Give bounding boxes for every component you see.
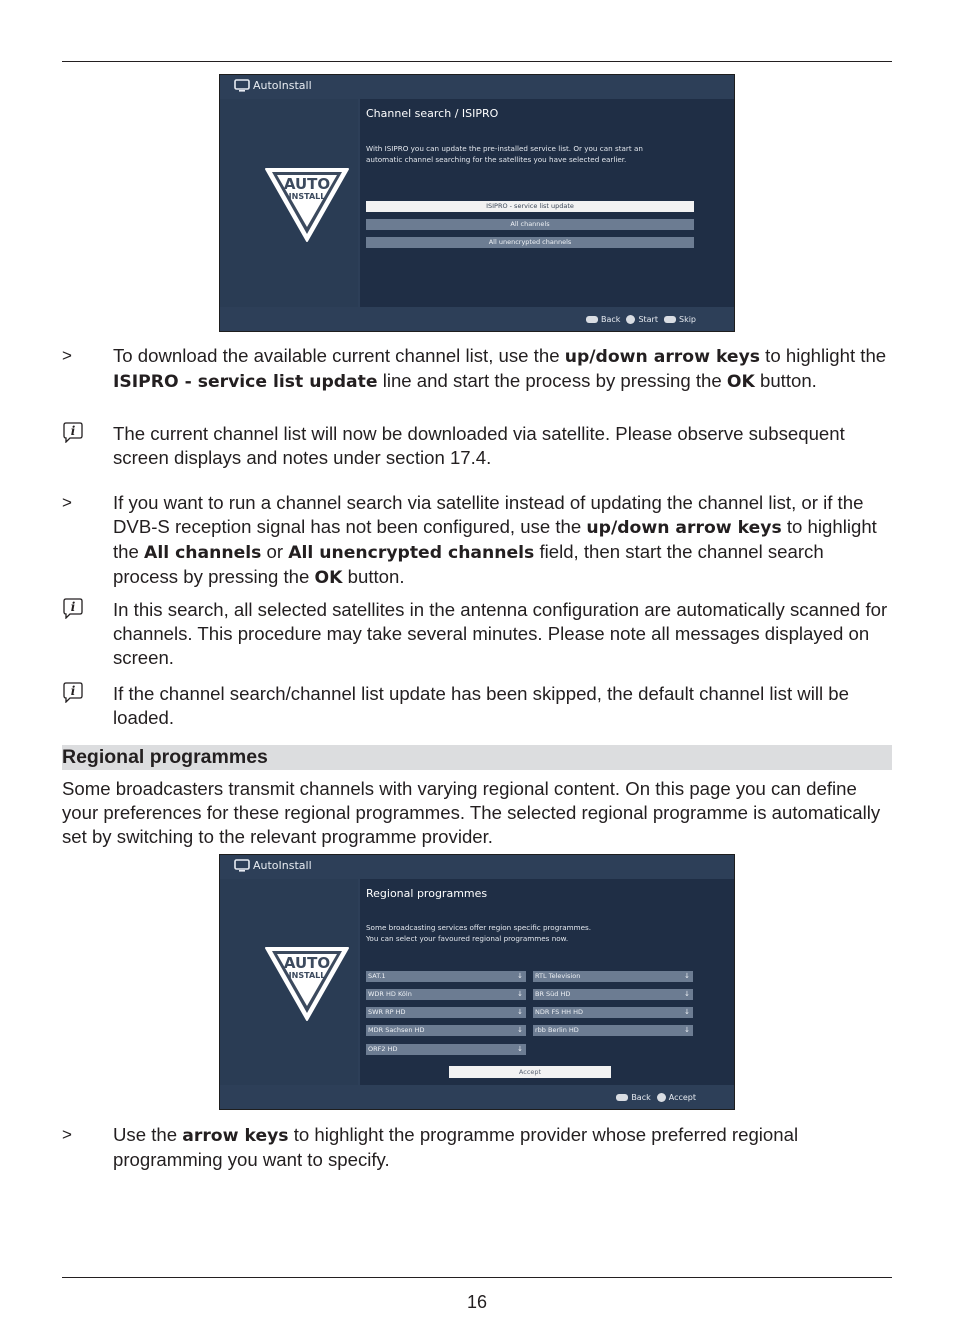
menu-option-all-channels[interactable]: All channels xyxy=(366,219,694,230)
screen-description: Some broadcasting services offer region specific programmes. You can select your favoured regional programmes now. xyxy=(366,923,592,943)
header-rule xyxy=(62,61,892,62)
tv-icon xyxy=(234,79,250,92)
tv-icon xyxy=(234,859,250,872)
screen-title: Channel search / ISIPRO xyxy=(366,107,499,120)
region-select-sat1[interactable]: SAT.1 ↓ xyxy=(366,971,526,982)
dropdown-arrow-icon: ↓ xyxy=(517,1008,523,1016)
auto-install-logo xyxy=(264,167,350,243)
ok-key-icon xyxy=(626,315,635,324)
info-key-icon xyxy=(664,316,676,323)
note-search: In this search, all selected satellites in the antenna configuration are automatically scanned for channels. This procedure may take several minutes. Please note all messages displayed on screen. xyxy=(113,599,888,668)
step-marker: > xyxy=(62,346,72,365)
menu-option-all-unencrypted[interactable]: All unencrypted channels xyxy=(366,237,694,248)
back-hint: Back xyxy=(586,315,620,324)
svg-text:INSTALL: INSTALL xyxy=(288,971,326,980)
region-select-mdr[interactable]: MDR Sachsen HD ↓ xyxy=(366,1025,526,1036)
dropdown-arrow-icon: ↓ xyxy=(517,972,523,980)
back-key-icon xyxy=(616,1094,628,1101)
region-select-wdr[interactable]: WDR HD Köln ↓ xyxy=(366,989,526,1000)
info-icon xyxy=(62,681,84,703)
start-hint: Start xyxy=(626,315,658,324)
accept-button[interactable]: Accept xyxy=(449,1066,611,1078)
step-marker: > xyxy=(62,1125,72,1144)
info-icon xyxy=(62,597,84,619)
menu-option-isipro-update[interactable]: ISIPRO - service list update xyxy=(366,201,694,212)
dropdown-arrow-icon: ↓ xyxy=(684,1008,690,1016)
step-marker: > xyxy=(62,493,72,512)
screen-description: With ISIPRO you can update the pre-installed service list. Or you can start an automatic channel searching for the satellites you have selected earlier. xyxy=(366,144,643,164)
svg-text:AUTO: AUTO xyxy=(283,954,331,972)
dropdown-arrow-icon: ↓ xyxy=(684,990,690,998)
ok-key-icon xyxy=(657,1093,666,1102)
region-select-rtl[interactable]: RTL Television ↓ xyxy=(533,971,693,982)
svg-text:i: i xyxy=(70,600,76,614)
region-select-swr[interactable]: SWR RP HD ↓ xyxy=(366,1007,526,1018)
screenshot-channel-search xyxy=(219,74,735,332)
tv-footer xyxy=(586,315,696,324)
footer-rule xyxy=(62,1277,892,1278)
svg-text:i: i xyxy=(70,424,76,438)
instruction-arrow-keys: Use the arrow keys to highlight the programme provider whose preferred regional programming you want to specify. xyxy=(113,1124,799,1170)
app-title: AutoInstall xyxy=(253,79,312,92)
note-download: The current channel list will now be downloaded via satellite. Please observe subsequent screen displays and notes under section 17.4. xyxy=(113,423,845,468)
auto-install-logo xyxy=(264,946,350,1022)
region-select-rbb[interactable]: rbb Berlin HD ↓ xyxy=(533,1025,693,1036)
note-skipped: If the channel search/channel list update has been skipped, the default channel list will be loaded. xyxy=(113,683,849,728)
back-hint: Back xyxy=(616,1093,650,1102)
page-number: 16 xyxy=(466,1292,488,1312)
section-heading: Regional programmes xyxy=(62,746,268,768)
region-select-br[interactable]: BR Süd HD ↓ xyxy=(533,989,693,1000)
dropdown-arrow-icon: ↓ xyxy=(517,990,523,998)
skip-hint: Skip xyxy=(664,315,696,324)
instruction-channel-search: If you want to run a channel search via satellite instead of updating the channel list, or if the DVB-S reception signal has not been configured, use the up/down arrow keys to highlight the All channels or All unencrypted channels field, then start the channel search process by pressing the OK button. xyxy=(113,492,877,588)
region-select-orf2[interactable]: ORF2 HD ↓ xyxy=(366,1044,526,1055)
svg-text:AUTO: AUTO xyxy=(283,175,331,193)
dropdown-arrow-icon: ↓ xyxy=(517,1026,523,1034)
dropdown-arrow-icon: ↓ xyxy=(684,972,690,980)
screenshot-regional-programmes xyxy=(219,854,735,1110)
region-select-ndr[interactable]: NDR FS HH HD ↓ xyxy=(533,1007,693,1018)
dropdown-arrow-icon: ↓ xyxy=(684,1026,690,1034)
section-body: Some broadcasters transmit channels with varying regional content. On this page you can define your preferences for these regional programmes. The selected regional programme is automatically set by switching to the relevant programme provider. xyxy=(62,778,881,847)
tv-footer xyxy=(616,1093,696,1102)
accept-hint: Accept xyxy=(657,1093,696,1102)
screen-title: Regional programmes xyxy=(366,887,488,900)
dropdown-arrow-icon: ↓ xyxy=(517,1045,523,1053)
app-title: AutoInstall xyxy=(253,859,312,872)
back-key-icon xyxy=(586,316,598,323)
svg-text:i: i xyxy=(70,684,76,698)
instruction-download: To download the available current channel list, use the up/down arrow keys to highlight the ISIPRO - service list update line and start the process by pressing the OK button. xyxy=(113,345,887,392)
svg-text:INSTALL: INSTALL xyxy=(288,192,326,201)
info-icon xyxy=(62,421,84,443)
